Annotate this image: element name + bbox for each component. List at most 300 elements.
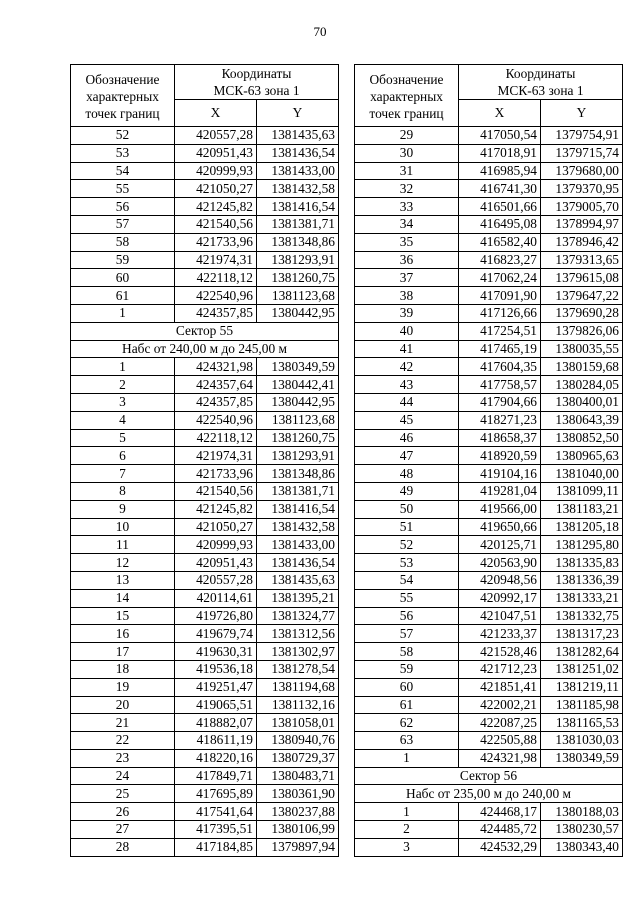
x-cell: 417904,66 — [459, 393, 541, 411]
point-cell: 28 — [71, 838, 175, 856]
table-row — [355, 162, 623, 180]
table-row — [355, 518, 623, 536]
header-x: X — [175, 100, 257, 127]
point-cell: 48 — [355, 465, 459, 483]
y-cell: 1381381,71 — [257, 482, 339, 500]
table-row — [71, 304, 339, 322]
y-cell: 1381433,00 — [257, 162, 339, 180]
y-cell: 1381435,63 — [257, 571, 339, 589]
table-row — [71, 536, 339, 554]
point-cell: 1 — [71, 304, 175, 322]
point-cell: 15 — [71, 607, 175, 625]
table-row — [71, 821, 339, 839]
table-row — [71, 554, 339, 572]
y-cell: 1381336,39 — [541, 571, 623, 589]
table-row — [355, 251, 623, 269]
table-row — [355, 482, 623, 500]
point-cell: 62 — [355, 714, 459, 732]
point-cell: 5 — [71, 429, 175, 447]
y-cell: 1381317,23 — [541, 625, 623, 643]
point-cell: 58 — [71, 233, 175, 251]
y-cell: 1379826,06 — [541, 322, 623, 340]
table-row — [71, 358, 339, 376]
y-cell: 1381295,80 — [541, 536, 623, 554]
point-cell: 44 — [355, 393, 459, 411]
y-cell: 1379370,95 — [541, 180, 623, 198]
section-row — [71, 322, 339, 340]
x-cell: 417254,51 — [459, 322, 541, 340]
point-cell: 1 — [71, 358, 175, 376]
y-cell: 1378946,42 — [541, 233, 623, 251]
table-row — [71, 767, 339, 785]
x-cell: 418220,16 — [175, 749, 257, 767]
header-y: Y — [257, 100, 339, 127]
point-cell: 38 — [355, 287, 459, 305]
table-row — [71, 785, 339, 803]
point-cell: 59 — [71, 251, 175, 269]
table-row — [71, 749, 339, 767]
header-label-line: характерных — [370, 89, 443, 104]
table-row — [355, 376, 623, 394]
x-cell: 419065,51 — [175, 696, 257, 714]
x-cell: 419566,00 — [459, 500, 541, 518]
y-cell: 1379647,22 — [541, 287, 623, 305]
point-cell: 61 — [71, 287, 175, 305]
x-cell: 420948,56 — [459, 571, 541, 589]
section-label: Набс от 240,00 м до 245,00 м — [71, 340, 339, 358]
table-row — [355, 732, 623, 750]
header-coords-line: Координаты — [505, 66, 576, 81]
table-row — [355, 198, 623, 216]
table-row — [355, 660, 623, 678]
table-row — [71, 482, 339, 500]
x-cell: 417758,57 — [459, 376, 541, 394]
y-cell: 1381435,63 — [257, 127, 339, 145]
y-cell: 1381432,58 — [257, 180, 339, 198]
x-cell: 418271,23 — [459, 411, 541, 429]
point-cell: 23 — [71, 749, 175, 767]
section-label: Набс от 235,00 м до 240,00 м — [355, 785, 623, 803]
point-cell: 22 — [71, 732, 175, 750]
table-row — [355, 643, 623, 661]
point-cell: 18 — [71, 660, 175, 678]
y-cell: 1381416,54 — [257, 500, 339, 518]
point-cell: 55 — [71, 180, 175, 198]
point-cell: 57 — [355, 625, 459, 643]
table-row — [355, 571, 623, 589]
point-cell: 35 — [355, 233, 459, 251]
point-cell: 45 — [355, 411, 459, 429]
y-cell: 1380940,76 — [257, 732, 339, 750]
y-cell: 1380188,03 — [541, 803, 623, 821]
x-cell: 421050,27 — [175, 518, 257, 536]
header-coords-line: МСК-63 зона 1 — [497, 83, 584, 98]
table-body-right — [355, 127, 623, 857]
header-coords-line: Координаты — [221, 66, 292, 81]
table-row — [355, 393, 623, 411]
x-cell: 421245,82 — [175, 500, 257, 518]
x-cell: 420557,28 — [175, 127, 257, 145]
table-row — [355, 554, 623, 572]
coordinates-table-left — [70, 64, 339, 857]
y-cell: 1380106,99 — [257, 821, 339, 839]
header-label-line: Обозначение — [369, 72, 444, 87]
y-cell: 1381293,91 — [257, 251, 339, 269]
y-cell: 1381099,11 — [541, 482, 623, 500]
y-cell: 1381335,83 — [541, 554, 623, 572]
point-cell: 29 — [355, 127, 459, 145]
header-coords-line: МСК-63 зона 1 — [213, 83, 300, 98]
table-row — [71, 678, 339, 696]
x-cell: 417395,51 — [175, 821, 257, 839]
y-cell: 1381348,86 — [257, 465, 339, 483]
table-row — [71, 287, 339, 305]
x-cell: 417050,54 — [459, 127, 541, 145]
x-cell: 421733,96 — [175, 233, 257, 251]
x-cell: 417018,91 — [459, 144, 541, 162]
point-cell: 7 — [71, 465, 175, 483]
y-cell: 1381432,58 — [257, 518, 339, 536]
point-cell: 2 — [71, 376, 175, 394]
x-cell: 424357,85 — [175, 393, 257, 411]
y-cell: 1380361,90 — [257, 785, 339, 803]
y-cell: 1380483,71 — [257, 767, 339, 785]
table-row — [71, 643, 339, 661]
table-row — [355, 678, 623, 696]
table-row — [71, 233, 339, 251]
y-cell: 1381293,91 — [257, 447, 339, 465]
y-cell: 1381132,16 — [257, 696, 339, 714]
table-row — [355, 536, 623, 554]
table-row — [71, 696, 339, 714]
section-label: Сектор 56 — [355, 767, 623, 785]
table-row — [355, 500, 623, 518]
point-cell: 59 — [355, 660, 459, 678]
y-cell: 1380643,39 — [541, 411, 623, 429]
y-cell: 1379313,65 — [541, 251, 623, 269]
y-cell: 1380343,40 — [541, 838, 623, 856]
point-cell: 61 — [355, 696, 459, 714]
table-row — [355, 215, 623, 233]
point-cell: 56 — [71, 198, 175, 216]
x-cell: 417541,64 — [175, 803, 257, 821]
table-row — [355, 287, 623, 305]
point-cell: 51 — [355, 518, 459, 536]
point-cell: 63 — [355, 732, 459, 750]
point-cell: 11 — [71, 536, 175, 554]
table-row — [71, 251, 339, 269]
table-row — [355, 144, 623, 162]
x-cell: 420951,43 — [175, 144, 257, 162]
section-row — [355, 767, 623, 785]
table-row — [71, 465, 339, 483]
point-cell: 19 — [71, 678, 175, 696]
point-cell: 32 — [355, 180, 459, 198]
table-row — [355, 803, 623, 821]
y-cell: 1379615,08 — [541, 269, 623, 287]
table-row — [71, 393, 339, 411]
point-cell: 1 — [355, 749, 459, 767]
point-cell: 25 — [71, 785, 175, 803]
x-cell: 424357,64 — [175, 376, 257, 394]
point-cell: 53 — [355, 554, 459, 572]
table-row — [71, 127, 339, 145]
x-cell: 418882,07 — [175, 714, 257, 732]
y-cell: 1379680,00 — [541, 162, 623, 180]
y-cell: 1379715,74 — [541, 144, 623, 162]
y-cell: 1380965,63 — [541, 447, 623, 465]
x-cell: 417695,89 — [175, 785, 257, 803]
table-row — [71, 198, 339, 216]
x-cell: 416985,94 — [459, 162, 541, 180]
y-cell: 1381302,97 — [257, 643, 339, 661]
y-cell: 1381395,21 — [257, 589, 339, 607]
x-cell: 417126,66 — [459, 304, 541, 322]
table-row — [71, 162, 339, 180]
table-row — [71, 607, 339, 625]
x-cell: 417184,85 — [175, 838, 257, 856]
y-cell: 1380852,50 — [541, 429, 623, 447]
y-cell: 1381260,75 — [257, 429, 339, 447]
x-cell: 419281,04 — [459, 482, 541, 500]
point-cell: 60 — [355, 678, 459, 696]
y-cell: 1380442,41 — [257, 376, 339, 394]
x-cell: 422002,21 — [459, 696, 541, 714]
x-cell: 416582,40 — [459, 233, 541, 251]
point-cell: 54 — [355, 571, 459, 589]
point-cell: 58 — [355, 643, 459, 661]
table-row — [71, 180, 339, 198]
point-cell: 9 — [71, 500, 175, 518]
x-cell: 424468,17 — [459, 803, 541, 821]
y-cell: 1381416,54 — [257, 198, 339, 216]
x-cell: 419679,74 — [175, 625, 257, 643]
y-cell: 1380237,88 — [257, 803, 339, 821]
y-cell: 1380230,57 — [541, 821, 623, 839]
y-cell: 1381278,54 — [257, 660, 339, 678]
table-row — [71, 500, 339, 518]
x-cell: 419536,18 — [175, 660, 257, 678]
point-cell: 53 — [71, 144, 175, 162]
point-cell: 27 — [71, 821, 175, 839]
point-cell: 46 — [355, 429, 459, 447]
point-cell: 41 — [355, 340, 459, 358]
table-row — [71, 803, 339, 821]
y-cell: 1381058,01 — [257, 714, 339, 732]
y-cell: 1379005,70 — [541, 198, 623, 216]
table-row — [71, 589, 339, 607]
x-cell: 418920,59 — [459, 447, 541, 465]
y-cell: 1381324,77 — [257, 607, 339, 625]
y-cell: 1381219,11 — [541, 678, 623, 696]
x-cell: 419104,16 — [459, 465, 541, 483]
x-cell: 420992,17 — [459, 589, 541, 607]
y-cell: 1380400,01 — [541, 393, 623, 411]
table-row — [355, 607, 623, 625]
header-point-label — [355, 65, 459, 127]
point-cell: 57 — [71, 215, 175, 233]
point-cell: 43 — [355, 376, 459, 394]
header-coordinates — [459, 65, 623, 100]
x-cell: 421233,37 — [459, 625, 541, 643]
point-cell: 8 — [71, 482, 175, 500]
x-cell: 420125,71 — [459, 536, 541, 554]
table-row — [355, 127, 623, 145]
section-row — [355, 785, 623, 803]
x-cell: 420999,93 — [175, 536, 257, 554]
x-cell: 422118,12 — [175, 269, 257, 287]
table-row — [355, 233, 623, 251]
table-row — [71, 838, 339, 856]
y-cell: 1379754,91 — [541, 127, 623, 145]
point-cell: 20 — [71, 696, 175, 714]
y-cell: 1380035,55 — [541, 340, 623, 358]
table-row — [71, 732, 339, 750]
table-row — [355, 749, 623, 767]
table-row — [71, 571, 339, 589]
y-cell: 1381183,21 — [541, 500, 623, 518]
table-row — [355, 304, 623, 322]
table-row — [355, 589, 623, 607]
table-row — [71, 518, 339, 536]
header-label-line: точек границ — [85, 106, 160, 121]
y-cell: 1381381,71 — [257, 215, 339, 233]
x-cell: 421528,46 — [459, 643, 541, 661]
x-cell: 421047,51 — [459, 607, 541, 625]
table-body-left — [71, 127, 339, 857]
y-cell: 1381185,98 — [541, 696, 623, 714]
point-cell: 56 — [355, 607, 459, 625]
x-cell: 420563,90 — [459, 554, 541, 572]
x-cell: 421974,31 — [175, 447, 257, 465]
y-cell: 1381123,68 — [257, 411, 339, 429]
x-cell: 421050,27 — [175, 180, 257, 198]
point-cell: 39 — [355, 304, 459, 322]
point-cell: 52 — [355, 536, 459, 554]
point-cell: 36 — [355, 251, 459, 269]
x-cell: 424321,98 — [175, 358, 257, 376]
x-cell: 417849,71 — [175, 767, 257, 785]
x-cell: 416823,27 — [459, 251, 541, 269]
point-cell: 47 — [355, 447, 459, 465]
point-cell: 24 — [71, 767, 175, 785]
table-row — [355, 411, 623, 429]
x-cell: 421733,96 — [175, 465, 257, 483]
x-cell: 422505,88 — [459, 732, 541, 750]
x-cell: 420951,43 — [175, 554, 257, 572]
point-cell: 33 — [355, 198, 459, 216]
table-row — [355, 696, 623, 714]
header-y: Y — [541, 100, 623, 127]
y-cell: 1379690,28 — [541, 304, 623, 322]
coordinates-table-right — [354, 64, 623, 857]
header-coordinates — [175, 65, 339, 100]
y-cell: 1381260,75 — [257, 269, 339, 287]
x-cell: 421712,23 — [459, 660, 541, 678]
y-cell: 1381333,21 — [541, 589, 623, 607]
x-cell: 419630,31 — [175, 643, 257, 661]
x-cell: 424532,29 — [459, 838, 541, 856]
y-cell: 1380729,37 — [257, 749, 339, 767]
x-cell: 421851,41 — [459, 678, 541, 696]
x-cell: 420114,61 — [175, 589, 257, 607]
x-cell: 421245,82 — [175, 198, 257, 216]
point-cell: 13 — [71, 571, 175, 589]
point-cell: 30 — [355, 144, 459, 162]
x-cell: 417062,24 — [459, 269, 541, 287]
point-cell: 60 — [71, 269, 175, 287]
x-cell: 422540,96 — [175, 411, 257, 429]
x-cell: 420557,28 — [175, 571, 257, 589]
table-row — [71, 376, 339, 394]
x-cell: 422118,12 — [175, 429, 257, 447]
table-row — [355, 340, 623, 358]
x-cell: 420999,93 — [175, 162, 257, 180]
table-row — [355, 180, 623, 198]
x-cell: 421540,56 — [175, 215, 257, 233]
x-cell: 422540,96 — [175, 287, 257, 305]
point-cell: 42 — [355, 358, 459, 376]
table-row — [355, 465, 623, 483]
point-cell: 17 — [71, 643, 175, 661]
point-cell: 50 — [355, 500, 459, 518]
point-cell: 52 — [71, 127, 175, 145]
header-label-line: Обозначение — [85, 72, 160, 87]
header-label-line: характерных — [86, 89, 159, 104]
point-cell: 40 — [355, 322, 459, 340]
y-cell: 1380284,05 — [541, 376, 623, 394]
y-cell: 1381165,53 — [541, 714, 623, 732]
x-cell: 418611,19 — [175, 732, 257, 750]
y-cell: 1380159,68 — [541, 358, 623, 376]
y-cell: 1381348,86 — [257, 233, 339, 251]
y-cell: 1381205,18 — [541, 518, 623, 536]
table-row — [71, 714, 339, 732]
y-cell: 1380442,95 — [257, 304, 339, 322]
point-cell: 4 — [71, 411, 175, 429]
y-cell: 1381436,54 — [257, 144, 339, 162]
table-row — [71, 625, 339, 643]
point-cell: 2 — [355, 821, 459, 839]
page-number: 70 — [313, 24, 327, 39]
table-row — [355, 358, 623, 376]
point-cell: 37 — [355, 269, 459, 287]
x-cell: 416495,08 — [459, 215, 541, 233]
point-cell: 34 — [355, 215, 459, 233]
table-row — [71, 269, 339, 287]
table-row — [355, 429, 623, 447]
table-row — [355, 625, 623, 643]
table-row — [71, 411, 339, 429]
table-row — [355, 447, 623, 465]
y-cell: 1380349,59 — [257, 358, 339, 376]
x-cell: 422087,25 — [459, 714, 541, 732]
x-cell: 417604,35 — [459, 358, 541, 376]
x-cell: 419251,47 — [175, 678, 257, 696]
y-cell: 1381282,64 — [541, 643, 623, 661]
y-cell: 1379897,94 — [257, 838, 339, 856]
point-cell: 6 — [71, 447, 175, 465]
x-cell: 417465,19 — [459, 340, 541, 358]
x-cell: 424321,98 — [459, 749, 541, 767]
header-point-label — [71, 65, 175, 127]
x-cell: 424357,85 — [175, 304, 257, 322]
point-cell: 54 — [71, 162, 175, 180]
point-cell: 3 — [71, 393, 175, 411]
x-cell: 419650,66 — [459, 518, 541, 536]
table-row — [355, 714, 623, 732]
x-cell: 421974,31 — [175, 251, 257, 269]
